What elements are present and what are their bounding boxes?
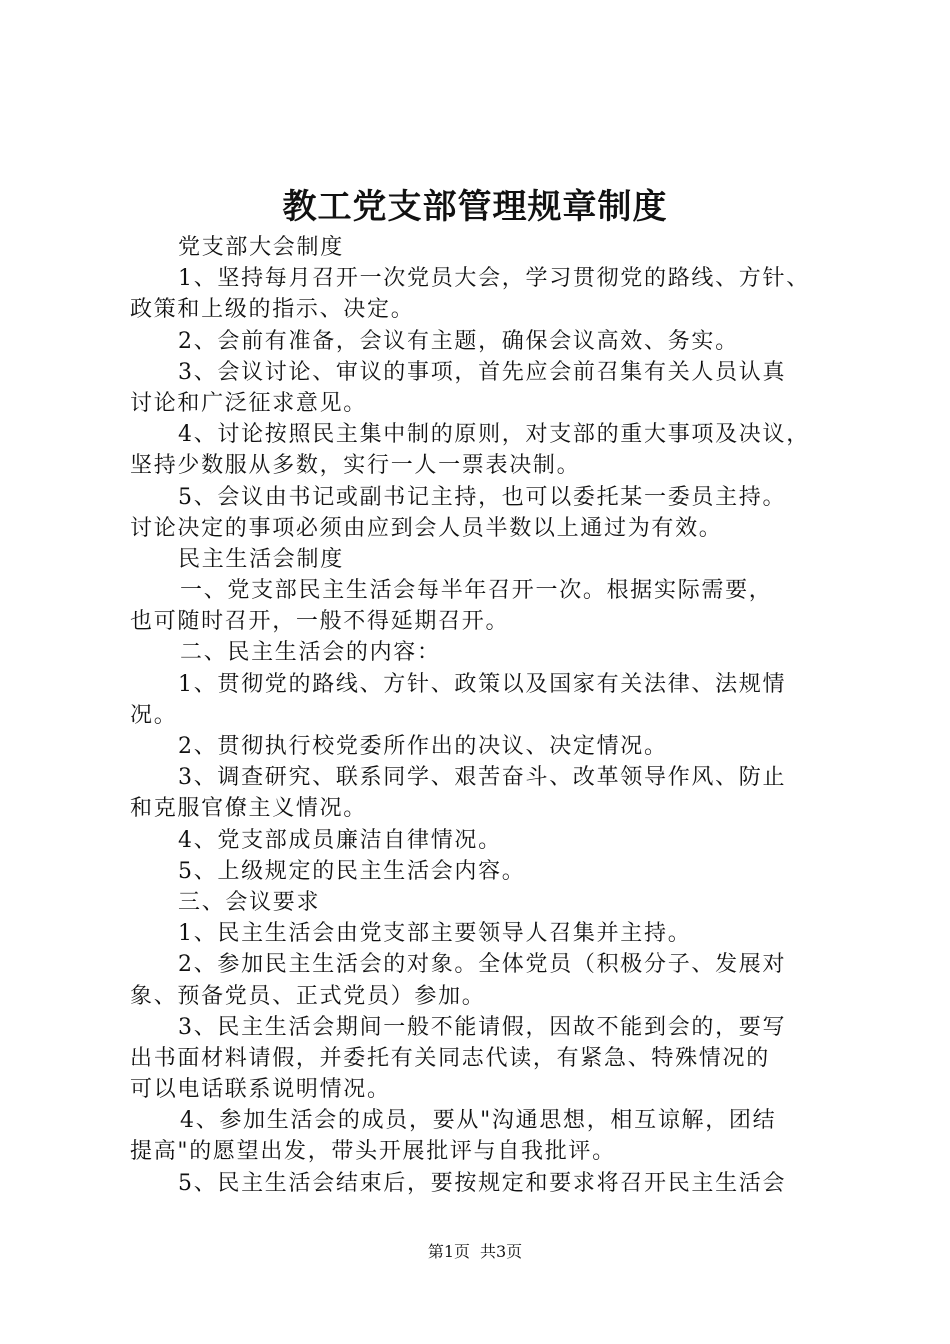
paragraph-line: 1、坚持每月召开一次党员大会，学习贯彻党的路线、方针、 xyxy=(178,266,810,292)
document-body xyxy=(130,232,835,1199)
paragraph-line: 况。 xyxy=(130,702,178,728)
paragraph-line: 2、贯彻执行校党委所作出的决议、决定情况。 xyxy=(178,734,668,759)
subsection-heading: 三、会议要求 xyxy=(178,889,321,915)
paragraph-line: 3、调查研究、联系同学、艰苦奋斗、改革领导作风、防止 xyxy=(178,765,787,791)
page-footer xyxy=(0,1240,950,1264)
paragraph-line: 2、参加民主生活会的对象。全体党员（积极分子、发展对 xyxy=(178,952,787,978)
page-number-current: 第1页 xyxy=(427,1242,470,1261)
paragraph-line: 坚持少数服从多数，实行一人一票表决制。 xyxy=(130,453,581,479)
paragraph-line: 也可随时召开，一般不得延期召开。 xyxy=(130,609,510,635)
paragraph-line: 讨论和广泛征求意见。 xyxy=(130,390,368,416)
paragraph-line: 象、预备党员、正式党员）参加。 xyxy=(130,983,486,1009)
paragraph-line: 4、党支部成员廉洁自律情况。 xyxy=(178,827,502,853)
paragraph-line: 出书面材料请假，并委托有关同志代读，有紧急、特殊情况的 xyxy=(130,1045,770,1071)
paragraph-line: 5、会议由书记或副书记主持，也可以委托某一委员主持。 xyxy=(178,484,787,510)
section-heading: 党支部大会制度 xyxy=(178,235,344,260)
page-number-total: 共3页 xyxy=(480,1242,523,1261)
paragraph-line: 5、上级规定的民主生活会内容。 xyxy=(178,858,526,884)
paragraph-line: 政策和上级的指示、决定。 xyxy=(130,297,415,323)
paragraph-line: 提高"的愿望出发，带头开展批评与自我批评。 xyxy=(130,1139,616,1165)
paragraph-line: 3、会议讨论、审议的事项，首先应会前召集有关人员认真 xyxy=(178,359,787,385)
paragraph-line: 讨论决定的事项必须由应到会人员半数以上通过为有效。 xyxy=(130,515,723,541)
subsection-heading: 二、民主生活会的内容： xyxy=(180,640,441,666)
paragraph-line: 4、讨论按照民主集中制的原则，对支部的重大事项及决议， xyxy=(178,422,810,448)
paragraph-line: 3、民主生活会期间一般不能请假，因故不能到会的，要写 xyxy=(178,1014,787,1040)
paragraph-line: 一、党支部民主生活会每半年召开一次。根据实际需要， xyxy=(180,578,773,604)
paragraph-line: 2、会前有准备，会议有主题，确保会议高效、务实。 xyxy=(178,328,739,354)
paragraph-line: 5、民主生活会结束后，要按规定和要求将召开民主生活会 xyxy=(178,1170,787,1196)
paragraph-line: 1、民主生活会由党支部主要领导人召集并主持。 xyxy=(178,921,692,947)
section-heading: 民主生活会制度 xyxy=(178,546,344,572)
paragraph-line: 1、贯彻党的路线、方针、政策以及国家有关法律、法规情 xyxy=(178,671,787,697)
paragraph-line: 可以电话联系说明情况。 xyxy=(130,1077,391,1103)
paragraph-line: 4、参加生活会的成员，要从"沟通思想，相互谅解，团结 xyxy=(180,1108,777,1134)
document-title: 教工党支部管理规章制度 xyxy=(282,187,668,227)
paragraph-line: 和克服官僚主义情况。 xyxy=(130,796,368,822)
